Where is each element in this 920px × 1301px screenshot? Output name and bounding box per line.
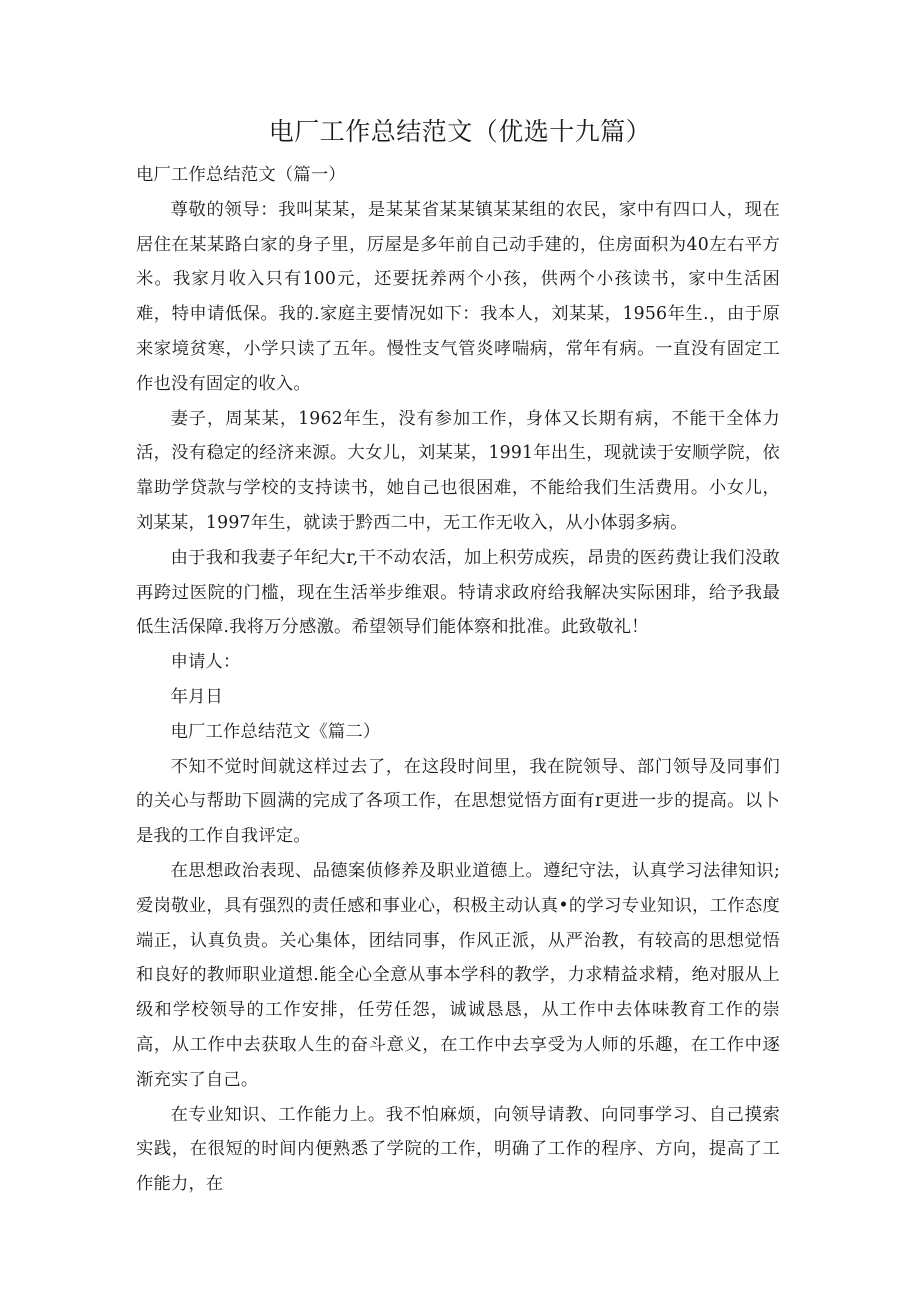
section-heading: 电厂工作总结范文《篇二） (170, 721, 381, 742)
signature-label: 申请人： (170, 652, 241, 673)
date-label: 年月日 (170, 686, 224, 707)
paragraph: 由于我和我妻子年纪大r,干不动农活，加上积劳成疾，昂贵的医药费让我们没敢再跨过医院的门槛，现在生活举步维艰。特请求政府给我解决实际困琲，给予我最低生活保障.我将万分感激。希望领导们能体察和批准。此致敬礼！ (136, 547, 780, 638)
paragraph: 尊敬的领导：我叫某某，是某某省某某镇某某组的农民，家中有四口人，现在居住在某某路白家的身子里，厉屋是多年前自己动手建的，住房面积为40左右平方米。我家月收入只有100元，还要抚养两个小孩，供两个小孩读书，家中生活困难，特申请低保。我的.家庭主要情况如下：我本人，刘某某，1956年生.，由于原来家境贫寒，小学只读了五年。慢性支气管炎哮喘病，常年有病。一直没有固定工作也没有固定的收入。 (136, 199, 780, 394)
paragraph: 在思想政治表现、品德案侦修养及职业道德上。遵纪守法，认真学习法律知识;爱岗敬业，具有强烈的责任感和事业心，积极主动认真•的学习专业知识，工作态度端正，认真负贵。关心集体，团结同事，作风正派，从严治教，有较高的思想觉悟和良好的教师职业道想.能全心全意从事本学科的教学，力求精益求精，绝对服从上级和学校领导的工作安排，任劳任怨，诚诚恳恳，从工作中去体味教育工作的崇高，从工作中去获取人生的奋斗意义，在工作中去享受为人师的乐趣，在工作中逐渐充实了自己。 (136, 860, 780, 1090)
document-title: 电厂工作总结范文（优选十九篇） (268, 117, 652, 146)
section-heading: 电厂工作总结范文（篇一） (136, 165, 346, 185)
paragraph: 不知不觉时间就这样过去了，在这段时间里，我在院领导、部门领导及同事们的关心与帮助下圆满的完成了各项工作，在思想觉悟方面有r更进一步的提高。以卜是我的工作自我评定。 (136, 756, 780, 847)
document-body (136, 158, 780, 1202)
paragraph: 妻子，周某某，1962年生，没有参加工作，身体又长期有病，不能干全体力活，没有稳定的经济来源。大女儿，刘某某，1991年出生，现就读于安顺学院，依靠助学贷款与学校的支持读书，她自己也很困难，不能给我们生活费用。小女儿，刘某某，1997年生，就读于黔西二中，无工作无收入，从小体弱多病。 (136, 408, 780, 533)
paragraph: 在专业知识、工作能力上。我不怕麻烦，向领导请教、向同事学习、自己摸索实践，在很短的时间内便熟悉了学院的工作，明确了工作的程序、方向，提高了工作能力，在 (136, 1104, 780, 1195)
